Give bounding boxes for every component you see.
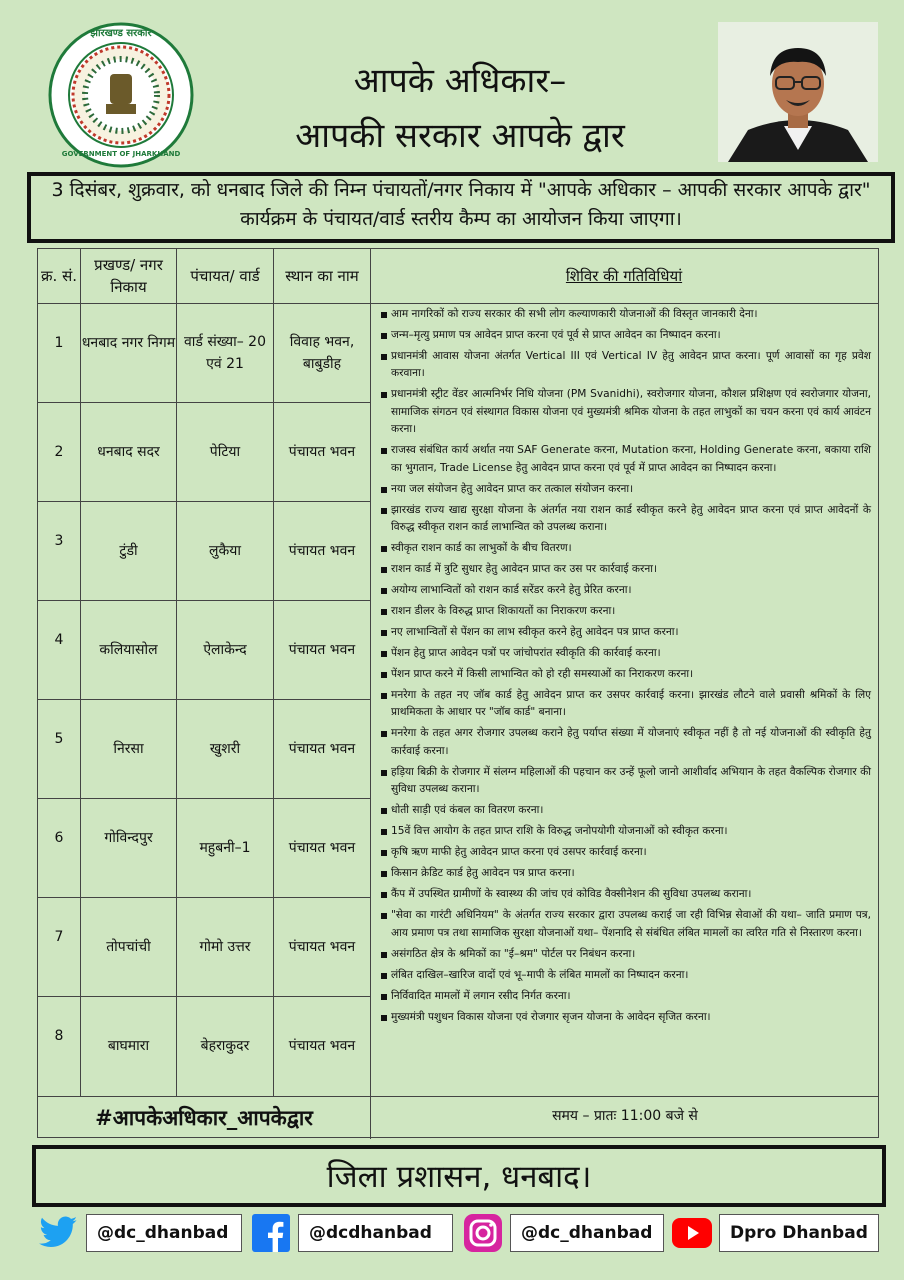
row-sno: 2 [54,443,64,460]
activity-item: राजस्व संबंधित कार्य अर्थात नया SAF Generate करना, Mutation करना, Holding Generate करना, बकाया राशि का भुगतान, Trade License हेतु आवेदन प्राप्त करना एवं पूर्व में प्राप्त आवेदन का निष्पादन करना। [379,442,871,477]
activity-item: जन्म–मृत्यु प्रमाण पत्र आवेदन प्राप्त करना एवं पूर्व से प्राप्त आवेदन का निष्पादन करना। [379,327,871,344]
row-block: धनबाद नगर निगम [81,335,176,351]
header-panchayat: पंचायत/ वार्ड [190,267,260,285]
row-block: टुंडी [119,542,138,559]
announcement-box: 3 दिसंबर, शुक्रवार, को धनबाद जिले की निम्न पंचायतों/नगर निकाय में "आपके अधिकार – आपकी सरकार आपके द्वार" कार्यक्रम के पंचायत/वार्ड स्तरीय कैम्प का आयोजन किया जाएगा। [27,172,895,243]
instagram-icon [462,1212,504,1254]
activity-item: झारखंड राज्य खाद्य सुरक्षा योजना के अंतर्गत नया राशन कार्ड स्वीकृत करने हेतु आवेदन प्राप्त करना एवं प्राप्त आवेदनों के विरुद्ध स्वीकृत राशन कार्ड लाभान्वित को उपलब्ध कराना। [379,502,871,537]
page-title-line2: आपकी सरकार आपके द्वार [295,116,625,156]
activity-item: पेंशन प्राप्त करने में किसी लाभान्वित को हो रही समस्याओं का निराकरण करना। [379,666,871,683]
activity-item: धोती साड़ी एवं कंबल का वितरण करना। [379,802,871,819]
twitter-handle: @dc_dhanbad [86,1214,242,1252]
jharkhand-government-seal [48,22,194,168]
hashtag-text: #आपकेअधिकार_आपकेद्वार [95,1105,313,1130]
row-venue: पंचायत भवन [288,740,356,757]
district-administration-label: जिला प्रशासन, धनबाद। [32,1145,886,1207]
activity-item: राशन डीलर के विरुद्ध प्राप्त शिकायतों का निराकरण करना। [379,603,871,620]
row-sno: 5 [54,731,64,747]
row-venue: विवाह भवन, बाबुडीह [289,333,355,372]
header-activities: शिविर की गतिविधियां [565,267,683,285]
row-block: बाघमारा [107,1038,150,1054]
header-venue: स्थान का नाम [285,267,359,285]
camp-schedule-table [37,248,879,1138]
row-block: तोपचांची [106,938,151,955]
instagram-handle-box[interactable] [462,1211,664,1255]
activity-item: "सेवा का गारंटी अधिनियम" के अंतर्गत राज्य सरकार द्वारा उपलब्ध कराई जा रही विभिन्न सेवाओं की यथा– जाति प्रमाण पत्र, आय प्रमाण पत्र तथा सामाजिक सुरक्षा योजनाओं यथा– पेंशनादि से संबंधित लंबित मामलों का त्वरित गति से निस्तारण करना। [379,907,871,942]
logo-bottom-text: GOVERNMENT OF JHARKHAND [61,150,181,158]
activity-item: राशन कार्ड में त्रुटि सुधार हेतु आवेदन प्राप्त कर उस पर कार्रवाई करना। [379,561,871,578]
activity-item: किसान क्रेडिट कार्ड हेतु आवेदन पत्र प्राप्त करना। [379,865,871,882]
instagram-handle: @dc_dhanbad [510,1214,664,1252]
row-block: कलियासोल [99,641,158,658]
activity-item: मुख्यमंत्री पशुधन विकास योजना एवं रोजगार सृजन योजना के आवेदन सृजित करना। [379,1009,871,1026]
activity-item: निर्विवादित मामलों में लगान रसीद निर्गत करना। [379,988,871,1005]
row-sno: 7 [54,929,64,945]
row-panchayat: महुबनी–1 [199,839,251,856]
header-sno: क्र. सं. [41,267,77,285]
activity-item: प्रधानमंत्री आवास योजना अंतर्गत Vertical III एवं Vertical IV हेतु आवेदन प्राप्त करना। पूर्ण आवासों का गृह प्रवेश करवाना। [379,348,871,383]
activity-item: मनरेगा के तहत अगर रोजगार उपलब्ध कराने हेतु पर्याप्त संख्या में योजनाएं स्वीकृत नहीं है तो नई योजनाओं की स्वीकृति हेतु कार्रवाई करना। [379,725,871,760]
row-venue: पंचायत भवन [288,938,356,955]
chief-minister-photo [718,22,878,162]
row-venue: पंचायत भवन [288,1038,356,1054]
row-panchayat: ऐलाकेन्द [203,641,247,658]
row-panchayat: वार्ड संख्या– 20 एवं 21 [183,333,266,372]
row-sno: 1 [54,335,64,351]
row-panchayat: गोमो उत्तर [199,938,251,955]
activity-item: आम नागरिकों को राज्य सरकार की सभी लोग कल्याणकारी योजनाओं की विस्तृत जानकारी देना। [379,306,871,323]
youtube-icon [671,1212,713,1254]
activity-item: अयोग्य लाभान्वितों को राशन कार्ड सरेंडर करने हेतु प्रेरित करना। [379,582,871,599]
row-venue: पंचायत भवन [288,839,356,856]
camp-time: समय – प्रातः 11:00 बजे से [552,1107,698,1124]
row-block: धनबाद सदर [97,443,160,460]
activity-item: कृषि ऋण माफी हेतु आवेदन प्राप्त करना एवं उसपर कार्रवाई करना। [379,844,871,861]
activity-item: लंबित दाखिल–खारिज वादों एवं भू–मापी के लंबित मामलों का निष्पादन करना। [379,967,871,984]
row-venue: पंचायत भवन [288,641,356,658]
row-panchayat: पेटिया [209,443,241,460]
row-block: निरसा [113,740,144,757]
row-block: गोविन्दपुर [104,830,153,846]
row-sno: 6 [54,830,64,846]
twitter-handle-box[interactable] [38,1211,242,1255]
row-venue: पंचायत भवन [288,542,356,559]
header-block: प्रखण्ड/ नगर निकाय [94,256,163,296]
activity-item: स्वीकृत राशन कार्ड का लाभुकों के बीच वितरण। [379,540,871,557]
activity-item: नए लाभान्वितों से पेंशन का लाभ स्वीकृत करने हेतु आवेदन पत्र प्राप्त करना। [379,624,871,641]
page-title-line1: आपके अधिकार– [353,61,567,101]
facebook-handle: @dcdhanbad [298,1214,453,1252]
activity-item: मनरेगा के तहत नए जॉब कार्ड हेतु आवेदन प्राप्त कर उसपर कार्रवाई करना। झारखंड लौटने वाले प्रवासी श्रमिकों के लिए प्राथमिकता के आधार पर "जॉब कार्ड" बनाना। [379,687,871,722]
activity-item: हड़िया बिक्री के रोजगार में संलग्न महिलाओं की पहचान कर उन्हें फूलो जानो आशीर्वाद अभियान के तहत वैकल्पिक रोजगार की सुविधा उपलब्ध कराना। [379,764,871,799]
youtube-handle: Dpro Dhanbad [719,1214,879,1252]
activity-item: प्रधानमंत्री स्ट्रीट वेंडर आत्मनिर्भर निधि योजना (PM Svanidhi), स्वरोजगार योजना, कौशल प्रशिक्षण एवं स्वरोजगार योजना, सामाजिक संगठन एवं संस्थागत विकास योजना एवं मुख्यमंत्री श्रमिक योजना के तहत लाभुकों का चयन करना एवं कार्य आवंटन करना। [379,386,871,438]
row-sno: 8 [54,1028,64,1044]
activity-item: नया जल संयोजन हेतु आवेदन प्राप्त कर तत्काल संयोजन करना। [379,481,871,498]
row-sno: 3 [54,533,64,549]
row-panchayat: खुशरी [209,740,241,757]
activity-item: 15वें वित्त आयोग के तहत प्राप्त राशि के विरुद्ध जनोपयोगी योजनाओं को स्वीकृत करना। [379,823,871,840]
facebook-handle-box[interactable] [250,1211,453,1255]
row-panchayat: बेहराकुदर [200,1038,250,1054]
row-venue: पंचायत भवन [288,443,356,460]
camp-activities-list [371,303,877,1096]
row-sno: 4 [54,632,64,648]
logo-top-text: झारखण्ड सरकार [90,28,152,39]
youtube-handle-box[interactable] [671,1211,879,1255]
activity-item: असंगठित क्षेत्र के श्रमिकों का "ई–श्रम" पोर्टल पर निबंधन करना। [379,946,871,963]
activity-item: पेंशन हेतु प्राप्त आवेदन पत्रों पर जांचोपरांत स्वीकृति की कार्रवाई करना। [379,645,871,662]
twitter-icon [38,1212,80,1254]
row-panchayat: लुकैया [209,542,241,559]
facebook-icon [250,1212,292,1254]
activity-item: कैंप में उपस्थित ग्रामीणों के स्वास्थ्य की जांच एवं कोविड वैक्सीनेशन की सुविधा उपलब्ध कराना। [379,886,871,903]
